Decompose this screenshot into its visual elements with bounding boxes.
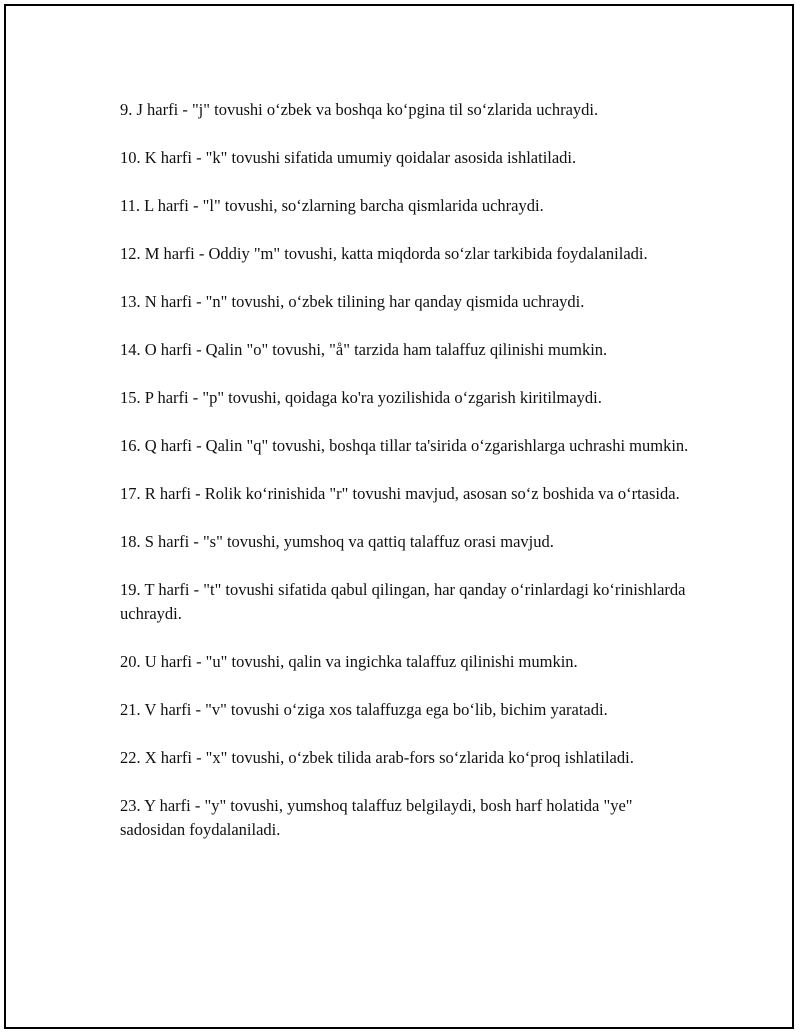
list-item: 23. Y harfi - "y" tovushi, yumshoq talaffuz belgilaydi, bosh harf holatida "ye" sadosidan foydalaniladi. (120, 796, 633, 839)
list-item: 13. N harfi - "n" tovushi, o‘zbek tilining har qanday qismida uchraydi. (120, 292, 585, 311)
list-item: 10. K harfi - "k" tovushi sifatida umumiy qoidalar asosida ishlatiladi. (120, 148, 577, 167)
list-item: 12. M harfi - Oddiy "m" tovushi, katta miqdorda so‘zlar tarkibida foydalaniladi. (120, 244, 648, 263)
list-item: 11. L harfi - "l" tovushi, so‘zlarning barcha qismlarida uchraydi. (120, 196, 544, 215)
list-item: 22. X harfi - "x" tovushi, o‘zbek tilida arab-fors so‘zlarida ko‘proq ishlatiladi. (120, 748, 634, 767)
list-item: 21. V harfi - "v" tovushi o‘ziga xos talaffuzga ega bo‘lib, bichim yaratadi. (120, 700, 608, 719)
list-item: 16. Q harfi - Qalin "q" tovushi, boshqa tillar ta'sirida o‘zgarishlarga uchrashi mumkin. (120, 436, 689, 455)
list-item: 17. R harfi - Rolik ko‘rinishida "r" tovushi mavjud, asosan so‘z boshida va o‘rtasida. (120, 484, 680, 503)
list-item: 18. S harfi - "s" tovushi, yumshoq va qattiq talaffuz orasi mavjud. (120, 532, 554, 551)
page-frame (4, 4, 794, 1029)
list-item: 14. O harfi - Qalin "o" tovushi, "å" tarzida ham talaffuz qilinishi mumkin. (120, 340, 608, 359)
list-item: 19. T harfi - "t" tovushi sifatida qabul qilingan, har qanday o‘rinlardagi ko‘rinishlarda uchraydi. (120, 580, 686, 623)
document-body (120, 98, 700, 866)
list-item: 9. J harfi - "j" tovushi o‘zbek va boshqa ko‘pgina til so‘zlarida uchraydi. (120, 100, 599, 119)
list-item: 15. P harfi - "p" tovushi, qoidaga ko'ra yozilishida o‘zgarish kiritilmaydi. (120, 388, 602, 407)
list-item: 20. U harfi - "u" tovushi, qalin va ingichka talaffuz qilinishi mumkin. (120, 652, 578, 671)
